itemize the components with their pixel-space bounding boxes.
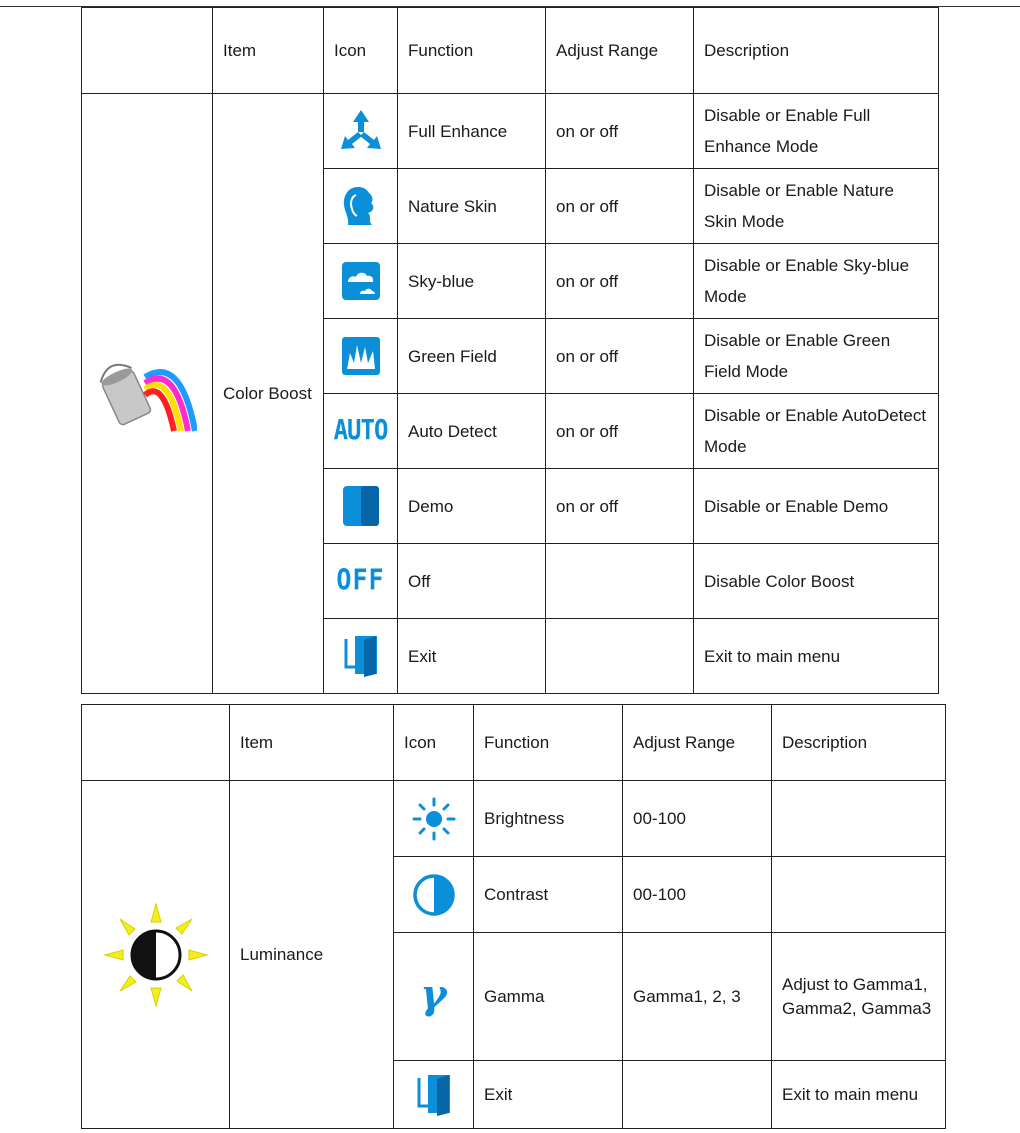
description-cell: Disable or Enable Sky-blue Mode [694, 244, 939, 319]
luminance-icon [101, 900, 211, 1010]
header-description: Description [772, 705, 946, 781]
description-cell: Disable or Enable Green Field Mode [694, 319, 939, 394]
full-enhance-icon [338, 108, 384, 154]
range-cell: on or off [546, 394, 694, 469]
demo-icon [338, 483, 384, 529]
exit-icon [411, 1072, 457, 1118]
range-cell [546, 619, 694, 694]
icon-cell [324, 169, 398, 244]
icon-cell [324, 394, 398, 469]
icon-cell [324, 319, 398, 394]
range-cell: on or off [546, 169, 694, 244]
function-cell: Gamma [474, 933, 623, 1061]
description-cell [772, 781, 946, 857]
description-cell: Disable or Enable Full Enhance Mode [694, 94, 939, 169]
header-adjust-range: Adjust Range [546, 8, 694, 94]
header-item: Item [230, 705, 394, 781]
description-cell: Adjust to Gamma1, Gamma2, Gamma3 [772, 933, 946, 1061]
function-cell: Exit [474, 1061, 623, 1129]
description-cell: Disable or Enable Nature Skin Mode [694, 169, 939, 244]
range-cell: Gamma1, 2, 3 [623, 933, 772, 1061]
luminance-item: Luminance [230, 781, 394, 1129]
header-function: Function [474, 705, 623, 781]
function-cell: Sky-blue [398, 244, 546, 319]
function-cell: Brightness [474, 781, 623, 857]
icon-cell [324, 244, 398, 319]
color-boost-table [81, 7, 939, 694]
function-cell: Demo [398, 469, 546, 544]
description-cell: Disable Color Boost [694, 544, 939, 619]
header-icon: Icon [394, 705, 474, 781]
table-header-row [82, 705, 946, 781]
range-cell: on or off [546, 319, 694, 394]
header-blank [82, 705, 230, 781]
function-cell: Green Field [398, 319, 546, 394]
function-cell: Exit [398, 619, 546, 694]
gamma-icon: γ [420, 971, 447, 1018]
header-item: Item [213, 8, 324, 94]
header-icon: Icon [324, 8, 398, 94]
luminance-category-icon-cell [82, 781, 230, 1129]
function-cell: Full Enhance [398, 94, 546, 169]
description-cell: Exit to main menu [772, 1061, 946, 1129]
function-cell: Off [398, 544, 546, 619]
function-cell: Auto Detect [398, 394, 546, 469]
icon-cell [324, 94, 398, 169]
table-row [82, 94, 939, 169]
header-adjust-range: Adjust Range [623, 705, 772, 781]
header-description: Description [694, 8, 939, 94]
exit-icon [338, 633, 384, 679]
color-boost-icon [97, 351, 197, 437]
sky-blue-icon [338, 258, 384, 304]
table-header-row [82, 8, 939, 94]
icon-cell [394, 1061, 474, 1129]
icon-cell [324, 469, 398, 544]
icon-cell [324, 619, 398, 694]
nature-skin-icon [338, 183, 384, 229]
green-field-icon [338, 333, 384, 379]
description-cell: Exit to main menu [694, 619, 939, 694]
icon-cell [394, 857, 474, 933]
contrast-icon [410, 871, 458, 919]
color-boost-item: Color Boost [213, 94, 324, 694]
icon-cell [324, 544, 398, 619]
function-cell: Nature Skin [398, 169, 546, 244]
function-cell: Contrast [474, 857, 623, 933]
range-cell: on or off [546, 469, 694, 544]
brightness-icon [410, 795, 458, 843]
range-cell [546, 544, 694, 619]
range-cell: on or off [546, 244, 694, 319]
description-cell [772, 857, 946, 933]
off-icon: OFF [336, 562, 385, 597]
icon-cell [394, 781, 474, 857]
description-cell: Disable or Enable Demo [694, 469, 939, 544]
luminance-table [81, 704, 946, 1129]
icon-cell [394, 933, 474, 1061]
color-boost-category-icon-cell [82, 94, 213, 694]
range-cell: 00-100 [623, 781, 772, 857]
range-cell: 00-100 [623, 857, 772, 933]
header-function: Function [398, 8, 546, 94]
range-cell: on or off [546, 94, 694, 169]
header-blank [82, 8, 213, 94]
description-cell: Disable or Enable AutoDetect Mode [694, 394, 939, 469]
range-cell [623, 1061, 772, 1129]
auto-detect-icon: AUTO [333, 413, 388, 446]
table-row [82, 781, 946, 857]
